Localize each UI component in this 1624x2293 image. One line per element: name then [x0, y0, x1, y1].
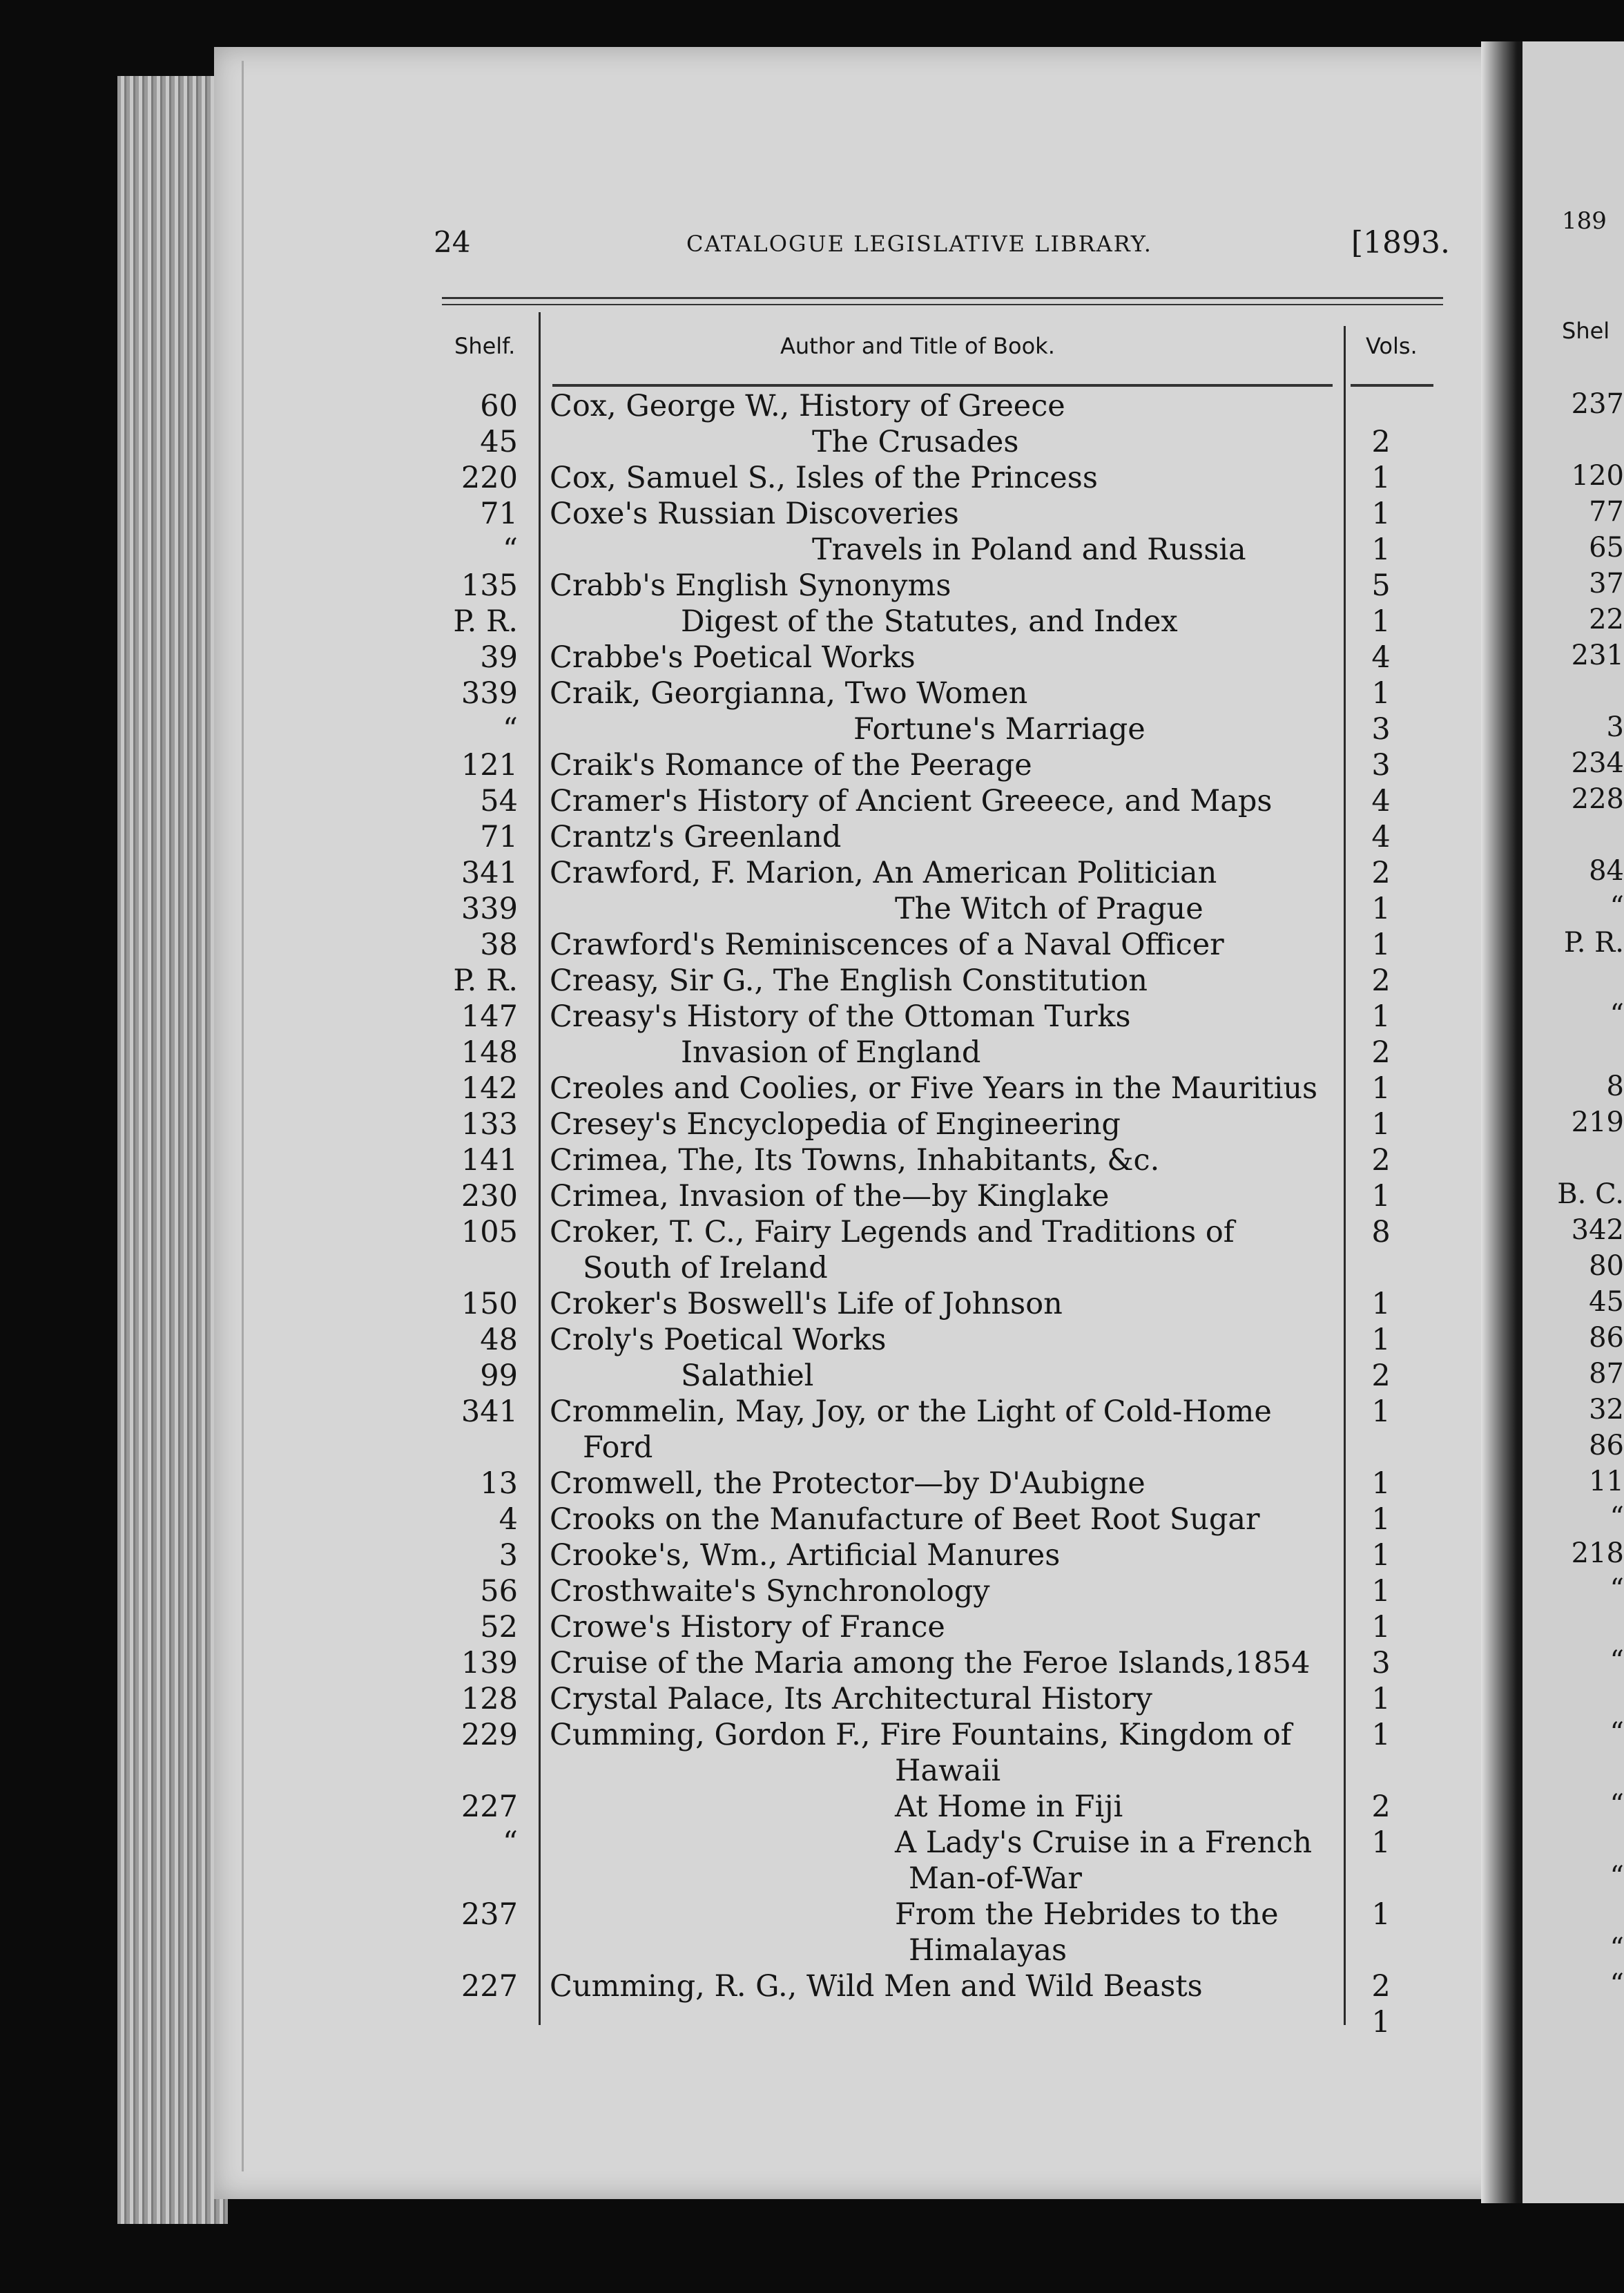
author-title-cell: Crosthwaite's Synchronology [550, 1574, 990, 1609]
author-title-cell: The Crusades [812, 425, 1019, 459]
vols-cell: 2 [1371, 1969, 1391, 2004]
header-year: [1893. [1351, 225, 1450, 260]
right-page-shelf-cell: 86 [1589, 1430, 1624, 1461]
author-title-cell: Croly's Poetical Works [550, 1323, 887, 1357]
author-title-cell: Crowe's History of France [550, 1610, 945, 1644]
author-title-cell: Croker, T. C., Fairy Legends and Traditions of [550, 1215, 1235, 1249]
table-row [442, 1717, 1443, 1753]
vols-cell: 1 [1371, 497, 1391, 531]
shelf-cell: 39 [480, 640, 518, 675]
shelf-cell: 60 [480, 389, 518, 423]
right-page-shelf-cell: 87 [1589, 1358, 1624, 1390]
vols-cell: 1 [1371, 1718, 1391, 1752]
right-page-shelf-cell: 218 [1571, 1537, 1624, 1569]
shelf-cell: 4 [499, 1502, 518, 1537]
vols-cell: 1 [1371, 1107, 1391, 1142]
vols-cell: 1 [1371, 999, 1391, 1034]
vols-cell: 1 [1371, 1179, 1391, 1213]
vols-cell: 1 [1371, 461, 1391, 495]
vols-cell: 5 [1371, 568, 1391, 603]
right-page-shelf-cell: “ [1610, 1789, 1624, 1821]
vols-cell: 1 [1371, 1323, 1391, 1357]
author-title-cell: The Witch of Prague [895, 892, 1204, 926]
vols-cell: 2 [1371, 963, 1391, 998]
running-title: CATALOGUE LEGISLATIVE LIBRARY. [686, 231, 1152, 257]
vols-cell: 1 [1371, 1502, 1391, 1537]
page-header [434, 225, 1450, 269]
author-title-cell: Invasion of England [681, 1035, 981, 1070]
author-title-cell: A Lady's Cruise in a French [895, 1825, 1313, 1860]
catalogue-rows [442, 388, 1443, 2040]
right-page-shelf-cell: 231 [1571, 640, 1624, 671]
vols-cell: 1 [1371, 2005, 1391, 2040]
author-title-cell: Cumming, R. G., Wild Men and Wild Beasts [550, 1969, 1203, 2004]
right-page-shelf-cell: 37 [1589, 568, 1624, 599]
right-page-shelf-cell: “ [1610, 1502, 1624, 1533]
right-page-shelf-cell: 86 [1589, 1322, 1624, 1354]
author-title-cell: Cramer's History of Ancient Greeece, and Maps [550, 784, 1273, 818]
author-title-cell: Crommelin, May, Joy, or the Light of Cold-Home [550, 1394, 1272, 1429]
shelf-cell: 48 [480, 1323, 518, 1357]
shelf-cell: 99 [480, 1359, 518, 1393]
table-row [442, 1968, 1443, 2040]
right-page-shelf-cell: 237 [1571, 388, 1624, 420]
right-page-shelf-cell: “ [1610, 1861, 1624, 1892]
column-header-vols: Vols. [1366, 333, 1418, 359]
vols-cell: 2 [1371, 856, 1391, 890]
right-page-shelf-cell: 80 [1589, 1250, 1624, 1282]
author-title-cell: Creoles and Coolies, or Five Years in the Mauritius [550, 1071, 1318, 1106]
author-title-cell: Ford [583, 1430, 653, 1465]
author-title-cell: Creasy's History of the Ottoman Turks [550, 999, 1131, 1034]
vols-cell: 2 [1371, 1035, 1391, 1070]
right-page-shelf-header: Shel [1562, 318, 1610, 344]
shelf-cell: 150 [461, 1287, 518, 1321]
right-page-shelf-cell: 120 [1571, 460, 1624, 492]
author-title-cell: Croker's Boswell's Life of Johnson [550, 1287, 1063, 1321]
right-page-shelf-cell: “ [1610, 999, 1624, 1030]
vols-cell: 8 [1371, 1215, 1391, 1249]
right-page-shelf-cell: B. C. [1557, 1178, 1624, 1210]
vols-cell: 3 [1371, 748, 1391, 783]
vols-cell: 2 [1371, 1143, 1391, 1178]
author-title-cell: Crimea, The, Its Towns, Inhabitants, &c. [550, 1143, 1160, 1178]
right-page-shelf-cell: 342 [1571, 1214, 1624, 1246]
right-page-shelf-cell: 84 [1589, 855, 1624, 887]
author-title-cell: South of Ireland [583, 1251, 828, 1285]
right-page-shelf-cell: 22 [1589, 604, 1624, 635]
author-title-cell: Crooks on the Manufacture of Beet Root Sugar [550, 1502, 1260, 1537]
vols-cell: 1 [1371, 928, 1391, 962]
right-page-shelf-cell: 11 [1589, 1466, 1624, 1497]
author-title-cell: Cox, George W., History of Greece [550, 389, 1065, 423]
shelf-cell: 142 [461, 1071, 518, 1106]
header-underline-vols [1351, 384, 1433, 387]
author-title-cell: Hawaii [895, 1754, 1001, 1788]
shelf-cell: 71 [480, 820, 518, 854]
shelf-cell: 56 [480, 1574, 518, 1609]
right-page-shelf-cell: 8 [1606, 1071, 1624, 1102]
shelf-cell: 339 [461, 892, 518, 926]
shelf-cell: 220 [461, 461, 518, 495]
right-page-shelf-cell: 219 [1571, 1106, 1624, 1138]
vols-cell: 1 [1371, 1897, 1391, 1932]
shelf-cell: 341 [461, 856, 518, 890]
vols-cell: 4 [1371, 784, 1391, 818]
right-page-shelf-cell: “ [1610, 1573, 1624, 1605]
shelf-cell: 148 [461, 1035, 518, 1070]
shelf-cell: “ [503, 533, 518, 567]
shelf-cell: P. R. [453, 963, 518, 998]
vols-cell: 1 [1371, 604, 1391, 639]
author-title-cell: Crawford's Reminiscences of a Naval Officer [550, 928, 1224, 962]
right-page-shelf-cell: “ [1610, 1932, 1624, 1964]
table-row [442, 1214, 1443, 1250]
table-row [442, 1897, 1443, 1932]
vols-cell: 4 [1371, 820, 1391, 854]
author-title-cell: Craik's Romance of the Peerage [550, 748, 1032, 783]
right-page-shelf-cell: “ [1610, 891, 1624, 923]
shelf-cell: 3 [499, 1538, 518, 1573]
author-title-cell: Fortune's Marriage [853, 712, 1146, 747]
author-title-cell: Crawford, F. Marion, An American Politician [550, 856, 1217, 890]
author-title-cell: Man-of-War [909, 1861, 1082, 1896]
shelf-cell: 341 [461, 1394, 518, 1429]
author-title-cell: Crabb's English Synonyms [550, 568, 951, 603]
right-page-shelf-cell: “ [1610, 1968, 1624, 2000]
shelf-cell: 139 [461, 1646, 518, 1680]
right-page-shelf-cell: 234 [1571, 747, 1624, 779]
right-page-shelf-cell: “ [1610, 1717, 1624, 1749]
author-title-cell: From the Hebrides to the [895, 1897, 1279, 1932]
author-title-cell: Creasy, Sir G., The English Constitution [550, 963, 1148, 998]
author-title-cell: Crooke's, Wm., Artificial Manures [550, 1538, 1061, 1573]
shelf-cell: 121 [461, 748, 518, 783]
shelf-cell: 229 [461, 1718, 518, 1752]
author-title-cell: At Home in Fiji [895, 1790, 1123, 1824]
shelf-cell: 133 [461, 1107, 518, 1142]
shelf-cell: “ [503, 712, 518, 747]
vols-cell: 2 [1371, 1359, 1391, 1393]
column-header-author-title: Author and Title of Book. [780, 333, 1055, 359]
shelf-cell: 141 [461, 1143, 518, 1178]
shelf-cell: 128 [461, 1682, 518, 1716]
vols-cell: 1 [1371, 892, 1391, 926]
author-title-cell: Coxe's Russian Discoveries [550, 497, 959, 531]
shelf-cell: 13 [480, 1466, 518, 1501]
vols-cell: 1 [1371, 1071, 1391, 1106]
shelf-cell: 52 [480, 1610, 518, 1644]
shelf-cell: 135 [461, 568, 518, 603]
right-page-year: 189 [1562, 207, 1607, 235]
shelf-cell: 230 [461, 1179, 518, 1213]
vols-cell: 4 [1371, 640, 1391, 675]
author-title-cell: Cumming, Gordon F., Fire Fountains, Kingdom of [550, 1718, 1292, 1752]
shelf-cell: 71 [480, 497, 518, 531]
author-title-cell: Cox, Samuel S., Isles of the Princess [550, 461, 1098, 495]
column-header-shelf: Shelf. [454, 333, 516, 359]
author-title-cell: Craik, Georgianna, Two Women [550, 676, 1028, 711]
shelf-cell: 45 [480, 425, 518, 459]
vols-cell: 1 [1371, 1610, 1391, 1644]
shelf-cell: 54 [480, 784, 518, 818]
right-page-shelf-cell: “ [1610, 1645, 1624, 1677]
table-row [442, 1825, 1443, 1861]
right-page-shelf-cell: 228 [1571, 783, 1624, 815]
right-page-shelf-cell: 45 [1589, 1286, 1624, 1318]
right-page-shelf-cell: 3 [1606, 711, 1624, 743]
vols-cell: 1 [1371, 1825, 1391, 1860]
vols-cell: 3 [1371, 712, 1391, 747]
header-underline-title [552, 384, 1333, 387]
vols-cell: 1 [1371, 1287, 1391, 1321]
author-title-cell: Crabbe's Poetical Works [550, 640, 916, 675]
shelf-cell: 339 [461, 676, 518, 711]
vols-cell: 2 [1371, 425, 1391, 459]
page-edges [117, 76, 228, 2224]
header-rule-bottom [442, 304, 1443, 305]
vols-cell: 1 [1371, 533, 1391, 567]
right-page-shelf-cell: P. R. [1563, 927, 1624, 959]
author-title-cell: Crimea, Invasion of the—by Kinglake [550, 1179, 1110, 1213]
shelf-cell: 105 [461, 1215, 518, 1249]
table-row [442, 1394, 1443, 1430]
shelf-cell: “ [503, 1825, 518, 1860]
vols-cell: 1 [1371, 1466, 1391, 1501]
author-title-cell: Cruise of the Maria among the Feroe Islands,1854 [550, 1646, 1311, 1680]
vols-cell: 1 [1371, 1394, 1391, 1429]
vols-cell: 1 [1371, 1538, 1391, 1573]
catalogue-table [442, 312, 1443, 2040]
header-rule-top [442, 297, 1443, 299]
shelf-cell: 227 [461, 1790, 518, 1824]
vols-cell: 1 [1371, 1574, 1391, 1609]
right-page-shelf-cell: 65 [1589, 532, 1624, 564]
shelf-cell: 38 [480, 928, 518, 962]
shelf-cell: 227 [461, 1969, 518, 2004]
author-title-cell: Crystal Palace, Its Architectural History [550, 1682, 1152, 1716]
shelf-cell: P. R. [453, 604, 518, 639]
vols-cell: 2 [1371, 1790, 1391, 1824]
author-title-cell: Crantz's Greenland [550, 820, 842, 854]
right-page-shelf-cell: 77 [1589, 496, 1624, 528]
author-title-cell: Salathiel [681, 1359, 814, 1393]
author-title-cell: Cromwell, the Protector—by D'Aubigne [550, 1466, 1146, 1501]
author-title-cell: Himalayas [909, 1933, 1067, 1968]
right-page-shelf-cell: 32 [1589, 1394, 1624, 1426]
author-title-cell: Digest of the Statutes, and Index [681, 604, 1178, 639]
page-number: 24 [434, 225, 471, 259]
shelf-cell: 147 [461, 999, 518, 1034]
vols-cell: 1 [1371, 676, 1391, 711]
vols-cell: 3 [1371, 1646, 1391, 1680]
author-title-cell: Cresey's Encyclopedia of Engineering [550, 1107, 1121, 1142]
shelf-cell: 237 [461, 1897, 518, 1932]
vols-cell: 1 [1371, 1682, 1391, 1716]
author-title-cell: Travels in Poland and Russia [812, 533, 1246, 567]
